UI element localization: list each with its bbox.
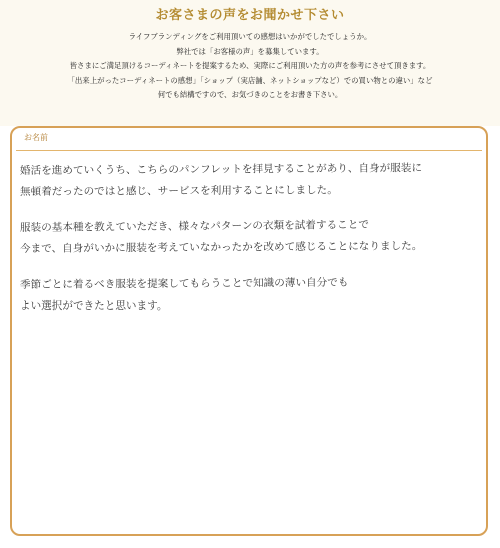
intro-line: 弊社では「お客様の声」を募集しています。 (176, 46, 324, 56)
feedback-form-card (10, 126, 488, 536)
handwritten-line: 服装の基本種を教えていただき、様々なパターンの衣類を試着することで (19, 218, 370, 234)
handwritten-line: 無頓着だったのではと感じ、サービスを利用することにしました。 (19, 184, 338, 198)
intro-text (0, 30, 500, 103)
handwritten-line: 今まで、自身がいかに服装を考えていなかったかを改めて感じることになりました。 (19, 240, 423, 255)
name-field-divider (16, 150, 482, 151)
handwritten-line: 婚活を進めていくうち、こちらのパンフレットを拝見することがあり、自身が服装に (19, 162, 423, 177)
intro-line: 何でも結構ですので、お気づきのことをお書き下さい。 (157, 90, 343, 100)
intro-line: 皆さまにご満足頂けるコーディネートを提案するため、実際にご利用頂いた方の声を参考にさせて頂きます。 (69, 61, 431, 71)
intro-line: ライフブランディングをご利用頂いての感想はいかがでしたでしょうか。 (128, 32, 372, 41)
intro-line: 「出来上がったコーディネートの感想」「ショップ（実店舗、ネットショップなど）での買い物との違い」など (67, 75, 433, 85)
handwritten-comment (20, 161, 480, 317)
page-header (0, 0, 500, 126)
name-field-label: お名前 (24, 133, 48, 142)
handwritten-line: よい選択ができたと思います。 (20, 300, 168, 312)
handwritten-line: 季節ごとに着るべき服装を提案してもらうことで知識の薄い自分でも (19, 276, 349, 291)
page-title: お客さまの声をお聞かせ下さい (155, 8, 345, 23)
